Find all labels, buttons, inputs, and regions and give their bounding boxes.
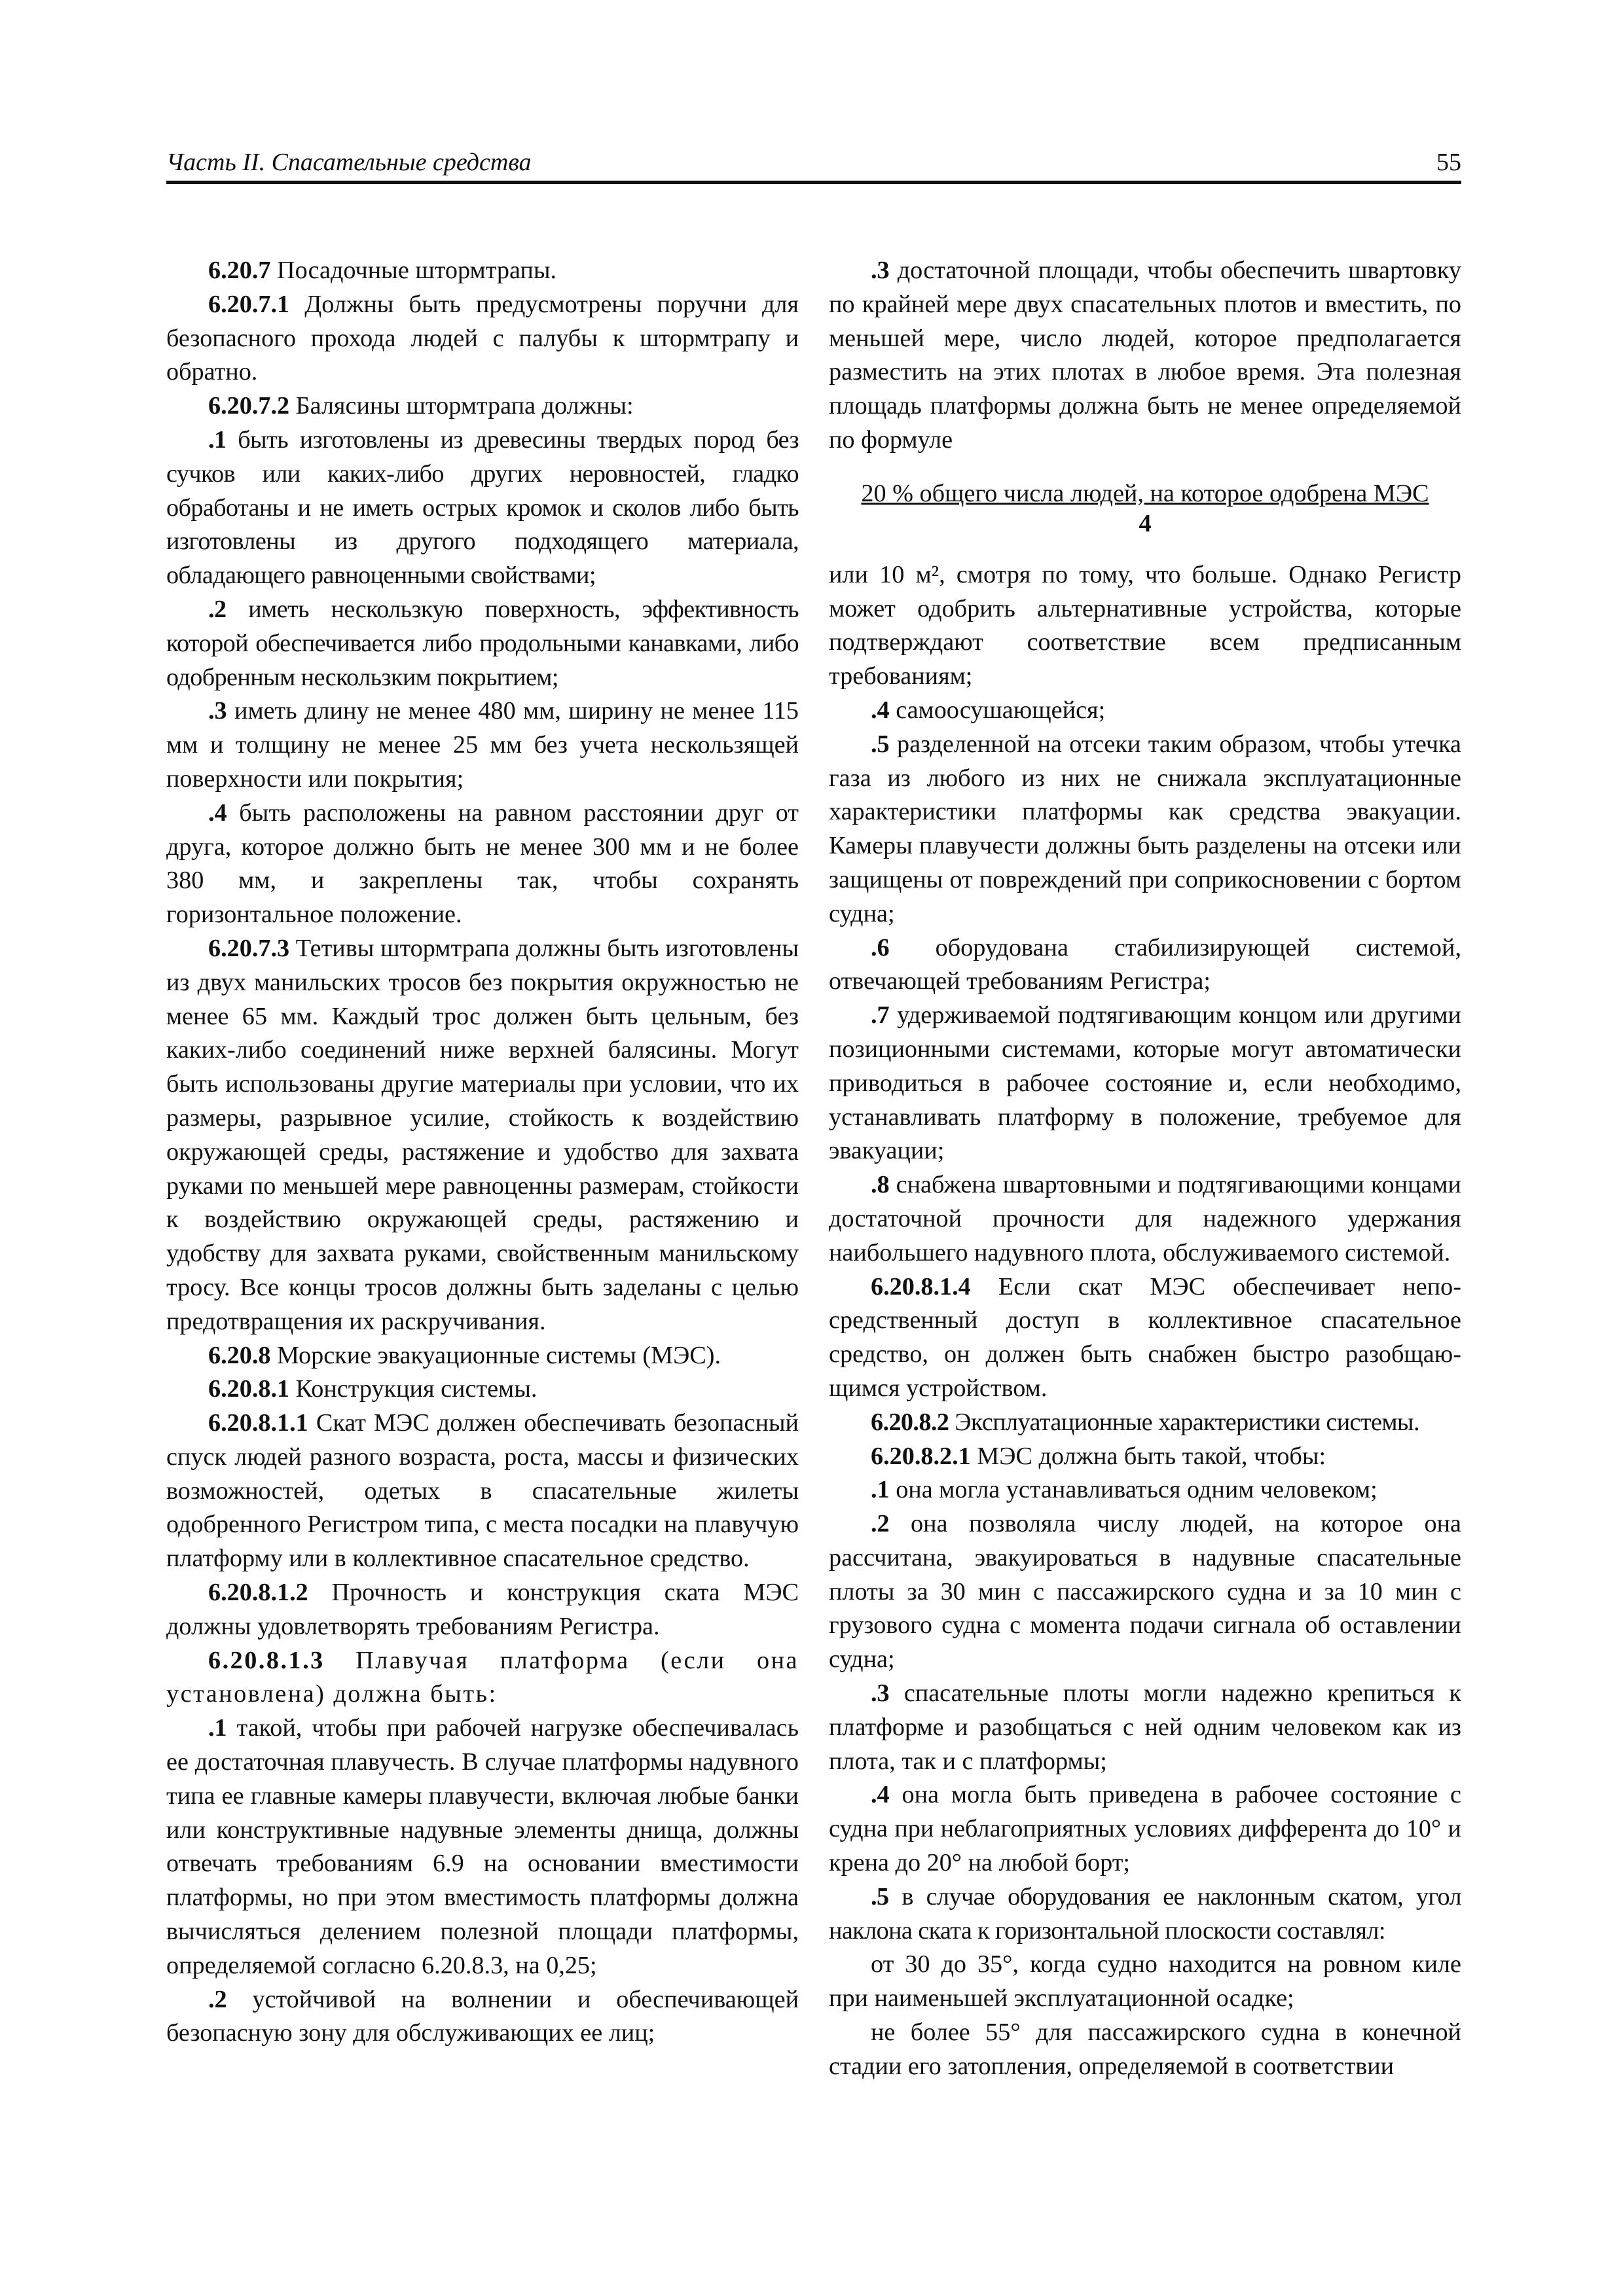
paragraph-text: Тетивы штормтрапа должны быть изготовлены из двух манильских тросов без покрытия окружностью не менее 65 мм. Каждый трос должен быть цельным, без каких-либо соединений ниже верхней балясины. Могут быть использованы другие материалы при условии, что их размеры, разрывное усилие, стойкость к воздействию окружающей среды, растяжение и удобство для захвата руками по меньшей мере равноценны размерам, стойкости к воздействию окружающей среды, растяжению и удобству для захвата руками, свойственным манильскому тросу. Все концы тросов должны быть заделаны с целью предотвращения их раскручивания. xyxy=(166,934,799,1335)
paragraph-text: Посадочные штормтрапы. xyxy=(270,257,557,284)
paragraph-text: иметь нескользкую поверхность, эффективность которой обеспечивается либо продольными канавками, либо одобренным нескользким покрытием; xyxy=(166,595,799,691)
paragraph xyxy=(166,423,799,593)
clause-number: .2 xyxy=(208,595,227,623)
paragraph xyxy=(166,1339,799,1373)
paragraph-text: она могла быть приведена в рабочее состояние с судна при неблагоприятных условиях дифферента до 10° и крена до 20° на любой борт; xyxy=(829,1781,1461,1877)
paragraph-text: она могла устанавливаться одним человеком; xyxy=(889,1476,1377,1504)
paragraph-text: от 30 до 35°, когда судно находится на ровном киле при наименьшей эксплуатационной осадке; xyxy=(829,1950,1461,2013)
paragraph xyxy=(166,1983,799,2051)
paragraph-text: удерживаемой подтягивающим концом или другими позиционными системами, которые могут автоматически приводиться в рабочее состояние и, если необходимо, устанавливать платформу в положение, требуемое для эвакуации; xyxy=(829,1001,1461,1165)
clause-number: 6.20.8.2 xyxy=(871,1408,949,1436)
paragraph-text: не более 55° для пассажирского судна в конечной стадии его затопления, определяемой в соответствии xyxy=(829,2018,1461,2080)
clause-number: .8 xyxy=(871,1171,890,1199)
clause-number: 6.20.8.1.3 xyxy=(208,1646,325,1674)
clause-number: .6 xyxy=(871,933,890,961)
paragraph xyxy=(166,593,799,694)
clause-number: .1 xyxy=(208,425,227,454)
clause-number: 6.20.8.1.2 xyxy=(208,1579,308,1607)
paragraph xyxy=(166,1372,799,1407)
paragraph xyxy=(829,694,1461,728)
clause-number: .3 xyxy=(871,1679,890,1708)
paragraph xyxy=(166,389,799,423)
paragraph-text: быть расположены на равном расстоянии друг от друга, которое должно быть не менее 300 мм и не более 380 мм, и закреплены так, чтобы сохранять горизонтальное положение. xyxy=(166,798,799,929)
paragraph xyxy=(829,2016,1461,2084)
paragraph xyxy=(829,931,1461,999)
paragraph xyxy=(829,1880,1461,1948)
paragraph xyxy=(166,694,799,796)
paragraph xyxy=(829,1677,1461,1778)
paragraph-text: спасательные плоты могли надежно крепиться к платформе и разобщаться с ней одним человеком как из плота, так и с платформы; xyxy=(829,1679,1461,1775)
paragraph xyxy=(829,999,1461,1168)
clause-number: .5 xyxy=(871,1882,889,1910)
paragraph xyxy=(829,1406,1461,1440)
clause-number: 6.20.8.1.4 xyxy=(871,1272,971,1300)
clause-number: .2 xyxy=(208,1985,227,2013)
paragraph xyxy=(829,1168,1461,1270)
paragraph-text: Плавучая платформа (если она установлена) должна быть: xyxy=(166,1646,799,1708)
paragraph xyxy=(166,932,799,1339)
paragraph xyxy=(829,1948,1461,2016)
paragraph xyxy=(166,1712,799,1982)
formula-numerator: 20 % общего числа людей, на которое одобрена МЭС xyxy=(861,479,1429,507)
paragraph xyxy=(829,728,1461,931)
clause-number: 6.20.7.1 xyxy=(208,290,290,318)
paragraph xyxy=(166,288,799,389)
clause-number: .1 xyxy=(871,1476,890,1504)
paragraph xyxy=(829,1778,1461,1880)
paragraph xyxy=(166,254,799,288)
paragraph-text: она позволяла числу людей, на которое она рассчитана, эвакуироваться в надувные спасательные плоты за 30 мин с пассажирского судна и за 10 мин с грузового судна с момента подачи сигнала об оставлении судна; xyxy=(829,1510,1461,1674)
paragraph-text: Эксплуатационные характеристики системы. xyxy=(949,1408,1419,1436)
clause-number: 6.20.8 xyxy=(208,1341,271,1369)
paragraph xyxy=(829,254,1461,457)
clause-number: 6.20.7 xyxy=(208,257,271,284)
clause-number: .7 xyxy=(871,1001,890,1030)
paragraph-text: Должны быть предусмотрены поручни для безопасного прохода людей с палубы к штормтрапу и обратно. xyxy=(166,290,799,386)
clause-number: 6.20.8.1.1 xyxy=(208,1409,308,1437)
clause-number: 6.20.7.2 xyxy=(208,392,290,420)
clause-number: 6.20.8.2.1 xyxy=(871,1442,971,1470)
paragraph xyxy=(166,797,799,932)
paragraph-text: или 10 м², смотря по тому, что больше. Однако Регистр может одобрить альтернативные устройства, которые подтверждают соответствие всем предписанным требованиям; xyxy=(829,560,1461,691)
paragraph-text: Если скат МЭС обеспечивает непосредственный доступ в коллективное спасательное средство, он должен быть снабжен быстро разобщающимся устройством. xyxy=(829,1272,1461,1402)
running-header xyxy=(166,147,1461,184)
paragraph-text: быть изготовлены из древесины твердых пород без сучков или каких-либо других неровностей, гладко обработаны и не иметь острых кромок и сколов либо быть изготовлены из другого подходящего материала, обладающего равноценными свойствами; xyxy=(166,425,799,590)
paragraph xyxy=(829,1507,1461,1677)
paragraph-text: такой, чтобы при рабочей нагрузке обеспечивалась ее достаточная плавучесть. В случае платформы надувного типа ее главные камеры плавучести, включая любые банки или конструктивные надувные элементы днища, должны отвечать требованиям 6.9 на основании вместимости платформы, но при этом вместимость платформы должна вычисляться делением полезной площади платформы, определяемой согласно 6.20.8.3, на 0,25; xyxy=(166,1714,799,1979)
clause-number: .5 xyxy=(871,730,890,758)
paragraph-text: оборудована стабилизирующей системой, отвечающей требованиям Регистра; xyxy=(829,933,1461,996)
clause-number: .3 xyxy=(871,257,890,284)
paragraph xyxy=(829,1440,1461,1474)
clause-number: .2 xyxy=(871,1510,890,1538)
paragraph xyxy=(829,1473,1461,1507)
paragraph xyxy=(829,1270,1461,1406)
clause-number: 6.20.7.3 xyxy=(208,934,290,962)
paragraph-text: МЭС должна быть такой, чтобы: xyxy=(970,1442,1326,1470)
right-column xyxy=(829,254,1461,2084)
clause-number: .3 xyxy=(208,697,227,725)
paragraph-text: самоосушающейся; xyxy=(889,696,1106,724)
paragraph xyxy=(166,1407,799,1576)
paragraph-text: Конструкция системы. xyxy=(289,1375,538,1403)
paragraph-text: в случае оборудования ее наклонным скатом, угол наклона ската к горизонтальной плоскости составлял: xyxy=(829,1882,1461,1945)
paragraph-text: снабжена швартовными и подтягивающими концами достаточной прочности для надежного удержания наибольшего надувного плота, обслуживаемого системой. xyxy=(829,1171,1461,1266)
paragraph-text: иметь длину не менее 480 мм, ширину не менее 115 мм и толщину не менее 25 мм без учета нескользящей поверхности или покрытия; xyxy=(166,697,799,793)
area-formula xyxy=(829,478,1461,539)
header-title: Часть II. Спасательные средства xyxy=(166,149,532,176)
paragraph xyxy=(829,558,1461,694)
clause-number: .4 xyxy=(871,1781,890,1809)
clause-number: .4 xyxy=(871,696,890,724)
paragraph-text: достаточной площади, чтобы обеспечить швартовку по крайней мере двух спасательных плотов и вместить, по меньшей мере, число людей, которое предполагается разместить на этих плотах в любое время. Эта полезная площадь платформы должна быть не менее определяемой по формуле xyxy=(829,257,1461,454)
paragraph-text: Скат МЭС должен обеспечивать безопасный спуск людей разного возраста, роста, массы и физических возможностей, одетых в спасательные жилеты одобренного Регистром типа, с места посадки на плавучую платформу или в коллективное спасательное средство. xyxy=(166,1409,799,1573)
clause-number: .4 xyxy=(208,798,227,827)
page-number: 55 xyxy=(1436,149,1461,176)
left-column xyxy=(166,254,799,2051)
clause-number: .1 xyxy=(208,1714,227,1742)
paragraph xyxy=(166,1576,799,1644)
paragraph-text: Морские эвакуационные системы (МЭС). xyxy=(270,1341,721,1369)
paragraph-text: разделенной на отсеки таким образом, чтобы утечка газа из любого из них не снижала эксплуатационные характеристики платформы как средства эвакуации. Камеры плавучести должны быть разделены на отсеки или защищены от повреждений при соприкосновении с бортом судна; xyxy=(829,730,1461,927)
paragraph-text: устойчивой на волнении и обеспечивающей безопасную зону для обслуживающих ее лиц; xyxy=(166,1985,799,2047)
formula-denominator: 4 xyxy=(1139,509,1152,537)
paragraph xyxy=(166,1644,799,1712)
paragraph-text: Прочность и конструкция ската МЭС должны удовлетворять требованиям Регистра. xyxy=(166,1579,799,1640)
clause-number: 6.20.8.1 xyxy=(208,1375,290,1403)
paragraph-text: Балясины штормтрапа должны: xyxy=(289,392,634,420)
